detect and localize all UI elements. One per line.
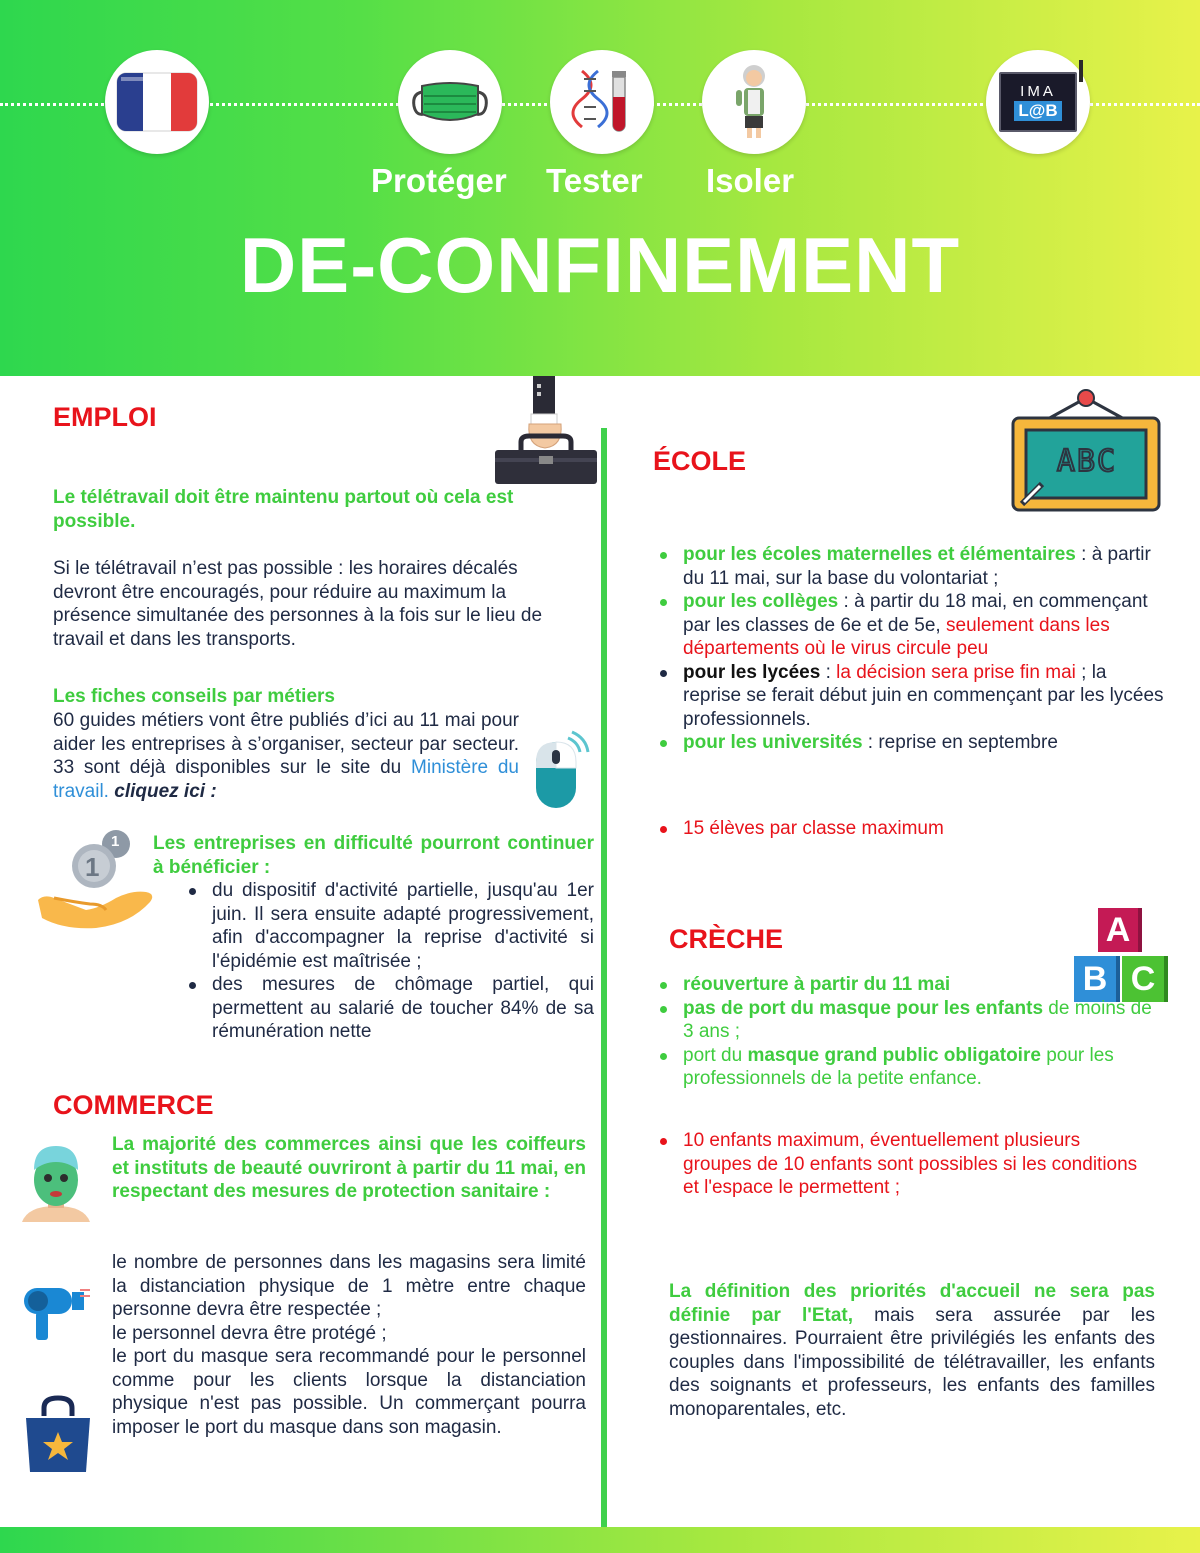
header-banner xyxy=(0,0,1200,376)
block-a: A xyxy=(1098,908,1142,952)
ecole-item-3-rest: ; la reprise se ferait début juin en commençant par les lycées professionnels. xyxy=(683,661,1164,730)
block-b: B xyxy=(1074,956,1120,1002)
dotted-line xyxy=(1085,103,1200,106)
creche-item-3-bold: masque grand public obligatoire xyxy=(747,1044,1041,1066)
creche-note: 10 enfants maximum, éventuellement plusieurs groupes de 10 enfants sont possibles si les conditions et l'espace le permettent ; xyxy=(683,1130,1138,1198)
commerce-intro: La majorité des commerces ainsi que les coiffeurs et instituts de beauté ouvriront à partir du 11 mai, en respectant des mesures de protection sanitaire : xyxy=(112,1134,586,1202)
ecole-item-3-sep: : xyxy=(820,661,837,683)
ecole-note: 15 élèves par classe maximum xyxy=(683,818,944,839)
emploi-intro: Le télétravail doit être maintenu partout où cela est possible. xyxy=(53,487,514,532)
list-item xyxy=(683,973,1167,997)
elderly-person-icon xyxy=(702,50,806,154)
creche-list xyxy=(683,973,1167,1091)
motto-proteger: Protéger xyxy=(371,162,507,199)
priorites-bold: La définition des priorités d'accueil ne sera pas définie par l'Etat, xyxy=(669,1281,1155,1326)
ecole-item-2-rest: : à partir du 18 mai, en commençant par les classes de 6e et de 5e, xyxy=(683,591,1148,636)
dotted-line xyxy=(800,103,995,106)
list-item xyxy=(683,543,1167,590)
creche-item-2-rest: de moins de 3 ans ; xyxy=(683,997,1152,1042)
ecole-item-4-rest: : reprise en septembre xyxy=(862,732,1058,753)
difficulte-item-2: des mesures de chômage partiel, qui permettent au salarié de toucher 84% de sa rémunération nette xyxy=(212,974,594,1042)
beauty-face-mask-icon xyxy=(20,1140,92,1224)
ecole-item-3-lead: pour les lycées xyxy=(683,661,821,683)
coin-label-large: 1 xyxy=(85,852,100,882)
creche-item-3-pre: port du xyxy=(683,1044,748,1066)
cliquez-ici-link[interactable]: cliquez ici : xyxy=(114,780,217,802)
column-divider xyxy=(601,428,607,1528)
emploi-paragraph: Si le télétravail n’est pas possible : les horaires décalés devront être encouragés, pour réduire au maximum la présence simultanée des personnes à la fois sur le lieu de travail et dans les transports. xyxy=(53,558,543,650)
fiches-paragraph xyxy=(53,709,519,803)
list-item xyxy=(683,1129,1153,1200)
difficulte-title: Les entreprises en difficulté pourront continuer à bénéficier : xyxy=(153,833,594,878)
hair-dryer-icon xyxy=(22,1284,92,1344)
france-flag-icon xyxy=(105,50,209,154)
coin-hand-icon xyxy=(34,828,156,940)
ecole-note-list xyxy=(683,817,1167,841)
list-item xyxy=(683,661,1167,732)
fiches-text: 60 guides métiers vont être publiés d’ici au 11 mai pour aider les entreprises à s’organiser, secteur par secteur. 33 sont déjà disponibles sur le site du xyxy=(53,710,519,778)
priorites-rest: mais sera assurée par les gestionnaires. Pourraient être privilégiés les enfants des couples dans l'impossibilité de télétravailler, les enfants des soignants et professeurs, les enfants des familles monoparentales, etc. xyxy=(669,1304,1155,1420)
ecole-heading: ÉCOLE xyxy=(653,446,747,476)
dotted-line xyxy=(0,103,110,106)
briefcase-icon xyxy=(493,376,599,486)
coin-label-small: 1 xyxy=(111,833,120,850)
logo-text-lab: L@B xyxy=(1014,101,1061,121)
commerce-heading: COMMERCE xyxy=(53,1090,214,1120)
difficulte-list xyxy=(212,879,594,1044)
dotted-line xyxy=(205,103,405,106)
imalab-logo xyxy=(986,50,1090,154)
creche-heading: CRÈCHE xyxy=(669,924,784,954)
page-title: DE-CONFINEMENT xyxy=(239,221,961,309)
ecole-list xyxy=(683,543,1167,755)
commerce-lines xyxy=(112,1251,586,1439)
commerce-line-2: le personnel devra être protégé ; xyxy=(112,1322,387,1344)
face-mask-icon xyxy=(398,50,502,154)
dotted-line xyxy=(495,103,555,106)
ecole-item-2-lead: pour les collèges xyxy=(683,591,839,612)
list-item xyxy=(683,731,1167,755)
logo-text-ima: IMA xyxy=(1020,83,1056,100)
chalkboard-icon xyxy=(1010,386,1162,514)
dna-test-tube-icon xyxy=(550,50,654,154)
creche-note-list xyxy=(683,1129,1153,1200)
difficulte-item-1: du dispositif d'activité partielle, jusqu'au 1er juin. Il sera ensuite adapté progressivement, afin d'accompagner la reprise d'activité si l'épidémie est maîtrisée ; xyxy=(212,880,594,972)
list-item xyxy=(683,1044,1167,1091)
block-c: C xyxy=(1122,956,1168,1002)
ecole-item-2-red: seulement dans les départements où le virus circule peu xyxy=(683,614,1110,659)
commerce-line-3: le port du masque sera recommandé pour le personnel comme pour les clients lorsque la distanciation physique n'est pas possible. Un commerçant pourra imposer le port du masque dans son magasin. xyxy=(112,1346,586,1438)
fiches-title: Les fiches conseils par métiers xyxy=(53,686,335,707)
motto-tester: Tester xyxy=(546,162,643,199)
ecole-item-1-rest: : à partir du 11 mai, sur la base du volontariat ; xyxy=(683,544,1151,589)
dotted-line xyxy=(650,103,710,106)
emploi-heading: EMPLOI xyxy=(53,402,157,432)
commerce-line-1: le nombre de personnes dans les magasins sera limité la distanciation physique de 1 mètre entre chaque personne devra être respectée ; xyxy=(112,1252,586,1320)
priorites-paragraph xyxy=(669,1280,1155,1421)
list-item xyxy=(683,817,1167,841)
shopping-bag-icon xyxy=(22,1394,94,1476)
ecole-item-1-lead: pour les écoles maternelles et élémentaires xyxy=(683,544,1076,565)
footer-bar xyxy=(0,1527,1200,1553)
ministere-link[interactable]: Ministère du travail. xyxy=(53,757,519,802)
list-item xyxy=(212,879,594,973)
motto-isoler: Isoler xyxy=(706,162,795,199)
creche-item-3-rest: pour les professionnels de la petite enfance. xyxy=(683,1044,1114,1089)
list-item xyxy=(683,997,1167,1044)
creche-item-1: réouverture à partir du 11 mai xyxy=(683,974,951,995)
creche-item-2-bold: pas de port du masque pour les enfants xyxy=(683,997,1044,1019)
computer-mouse-icon[interactable] xyxy=(530,728,592,812)
ecole-item-3-red: la décision sera prise fin mai xyxy=(836,661,1076,683)
list-item xyxy=(212,973,594,1044)
list-item xyxy=(683,590,1167,661)
ecole-item-4-lead: pour les universités xyxy=(683,732,863,753)
board-text: ABC xyxy=(1056,444,1118,479)
